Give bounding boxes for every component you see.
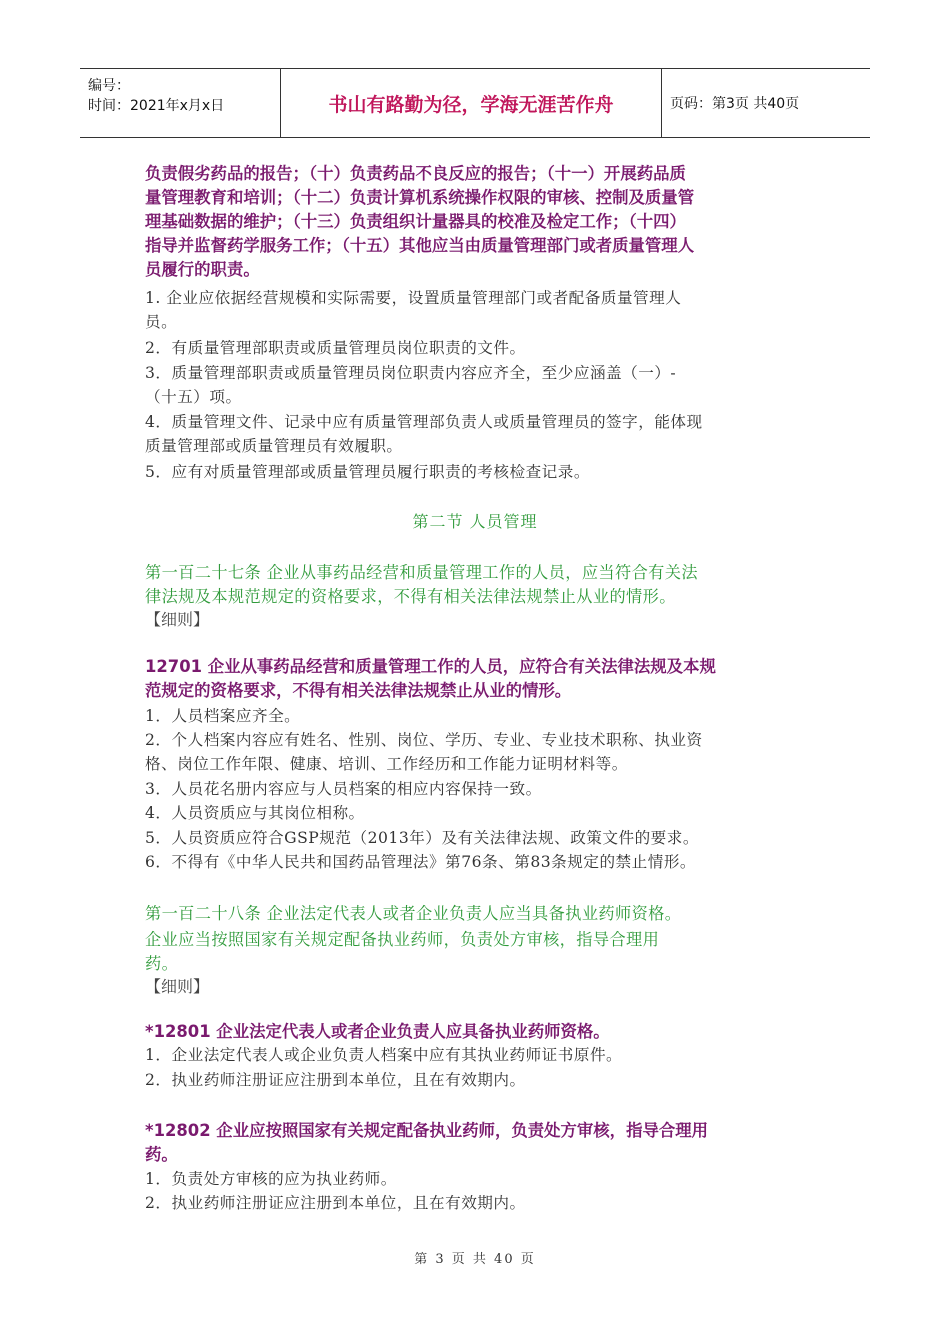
text-line: 1．负责处方审核的应为执业药师。 — [145, 1170, 397, 1188]
text-line: 2．个人档案内容应有姓名、性别、岗位、学历、专业、专业技术职称、执业资 — [145, 731, 703, 749]
text-line: 员履行的职责。 — [145, 260, 260, 279]
text-line: 4．人员资质应与其岗位相称。 — [145, 804, 365, 822]
text-line: 2．执业药师注册证应注册到本单位，且在有效期内。 — [145, 1071, 526, 1089]
text-line: 1．人员档案应齐全。 — [145, 707, 301, 725]
article-line: 律法规及本规范规定的资格要求，不得有相关法律法规禁止从业的情形。 — [145, 587, 676, 606]
date-label: 时间：2021年x月x日 — [88, 98, 225, 114]
text-line: 1. 企业应依据经营规模和实际需要，设置质量管理部门或者配备质量管理人 — [145, 289, 682, 307]
clause-line: *12802 企业应按照国家有关规定配备执业药师，负责处方审核，指导合理用 — [145, 1121, 709, 1140]
clause-line: 12701 企业从事药品经营和质量管理工作的人员，应符合有关法律法规及本规 — [145, 657, 716, 676]
details-label: 【细则】 — [145, 610, 210, 629]
text-line: 负责假劣药品的报告；（十）负责药品不良反应的报告；（十一）开展药品质 — [145, 164, 686, 183]
text-line: 1．企业法定代表人或企业负责人档案中应有其执业药师证书原件。 — [145, 1046, 623, 1064]
clause-line: 范规定的资格要求，不得有相关法律法规禁止从业的情形。 — [145, 681, 572, 700]
text-line: 3．质量管理部职责或质量管理员岗位职责内容应齐全，至少应涵盖（一）- — [145, 364, 677, 382]
text-line: 6．不得有《中华人民共和国药品管理法》第76条、第83条规定的禁止情形。 — [145, 853, 697, 871]
text-line: 量管理教育和培训；（十二）负责计算机系统操作权限的审核、控制及质量管 — [145, 188, 695, 207]
text-line: 员。 — [145, 313, 178, 331]
article-line: 第一百二十八条 企业法定代表人或者企业负责人应当具备执业药师资格。 — [145, 904, 682, 923]
number-label: 编号： — [88, 78, 130, 94]
text-line: 5．人员资质应符合GSP规范（2013年）及有关法律法规、政策文件的要求。 — [145, 829, 699, 847]
header-page-label: 页码：第3页 共40页 — [670, 96, 800, 112]
article-line: 企业应当按照国家有关规定配备执业药师，负责处方审核，指导合理用 — [145, 930, 660, 949]
clause-line: 药。 — [145, 1145, 178, 1164]
article-line: 第一百二十七条 企业从事药品经营和质量管理工作的人员，应当符合有关法 — [145, 563, 698, 582]
header-info — [80, 69, 280, 137]
text-line: 5．应有对质量管理部或质量管理员履行职责的考核检查记录。 — [145, 463, 590, 481]
clause-line: *12801 企业法定代表人或者企业负责人应具备执业药师资格。 — [145, 1022, 610, 1041]
details-label: 【细则】 — [145, 977, 210, 996]
text-line: 质量管理部或质量管理员有效履职。 — [145, 437, 403, 455]
text-line: 指导并监督药学服务工作；（十五）其他应当由质量管理部门或者质量管理人 — [145, 236, 695, 255]
text-line: 3．人员花名册内容应与人员档案的相应内容保持一致。 — [145, 780, 542, 798]
text-line: （十五）项。 — [145, 388, 242, 406]
text-line: 格、岗位工作年限、健康、培训、工作经历和工作能力证明材料等。 — [145, 755, 628, 773]
section-title: 第二节 人员管理 — [412, 512, 538, 531]
header-motto: 书山有路勤为径，学海无涯苦作舟 — [280, 69, 662, 137]
page-footer: 第 3 页 共 40 页 — [414, 1252, 536, 1267]
text-line: 理基础数据的维护；（十三）负责组织计量器具的校准及检定工作；（十四） — [145, 212, 686, 231]
page-header — [80, 68, 870, 138]
article-line: 药。 — [145, 954, 179, 973]
text-line: 4．质量管理文件、记录中应有质量管理部负责人或质量管理员的签字，能体现 — [145, 413, 703, 431]
text-line: 2．执业药师注册证应注册到本单位，且在有效期内。 — [145, 1194, 526, 1212]
text-line: 2．有质量管理部职责或质量管理员岗位职责的文件。 — [145, 339, 526, 357]
